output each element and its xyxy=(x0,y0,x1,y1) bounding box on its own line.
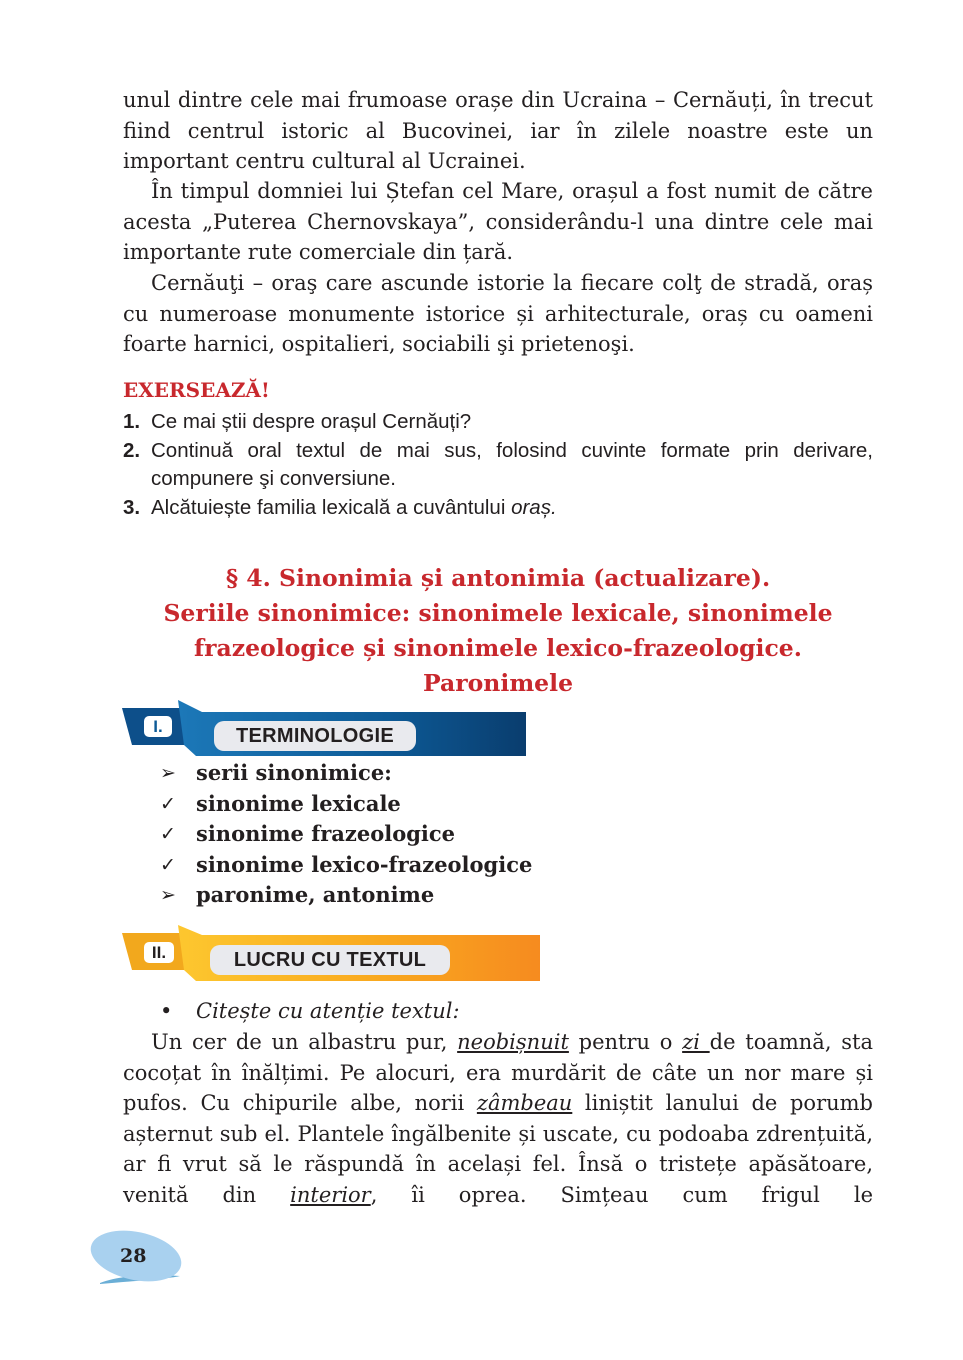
text-work-banner xyxy=(122,925,540,982)
text-work-label: LUCRU CU TEXTUL xyxy=(210,945,450,975)
term-list xyxy=(160,758,532,911)
text-work-roman: II. xyxy=(144,942,174,963)
terminology-banner xyxy=(122,700,526,757)
list-item: ✓ sinonime lexico-frazeologice xyxy=(160,851,533,877)
list-item: ✓ sinonime frazeologice xyxy=(160,821,456,846)
intro-paragraph-1: unul dintre cele mai frumoase orașe din Ucraina – Cernăuți, în trecut fiind centrul istoric al Bucovinei, iar în zilele noastre este un important centru cultural al Ucrainei. xyxy=(123,88,873,173)
terminology-label: TERMINOLOGIE xyxy=(214,721,416,751)
list-item: ➢ serii sinonimice: xyxy=(160,760,392,785)
reading-text: Un cer de un albastru pur, neobișnuit pentru o zi de toamnă, sta cocoțat în înălțimi. Pe alocuri, era murdărit de câte un nor mare și pufos. Cu chipurile albe, norii zâmbeau liniștit lanului de porumb așternut sub el. Plantele îngălbenite și uscate, cu podoaba zdrențuită, ar fi vrut să le răspundă în același fel. Însă o tristețe apăsătoare, venită din interior, îi oprea. Simțeau cum frigul le xyxy=(123,1030,874,1207)
list-item: ✓ sinonime lexicale xyxy=(160,790,401,816)
exercise-heading: EXERSEAZĂ! xyxy=(123,378,270,402)
terminology-roman: I. xyxy=(144,716,172,737)
intro-paragraph-3: Cernăuţi – oraş care ascunde istorie la fiecare colţ de stradă, oraș cu numeroase monumente istorice și arhitecturale, oraș cu oameni foarte harnici, ospitalieri, sociabili şi prietenoşi. xyxy=(123,271,873,356)
exercise-item-2: 2. Continuă oral textul de mai sus, folosind cuvinte formate prin derivare, compunere şi conversiune. xyxy=(123,438,873,490)
intro-paragraph-2: În timpul domniei lui Ștefan cel Mare, orașul a fost numit de către acesta „Puterea Chernovskaya”, considerându-l una dintre cele mai importante rute comerciale din țară. xyxy=(123,179,873,264)
reading-instruction: • Citește cu atenție textul: xyxy=(160,999,460,1023)
page-number: 28 xyxy=(120,1245,147,1267)
exercise-item-1: 1. Ce mai știi despre orașul Cernăuți? xyxy=(123,410,472,433)
section-title: § 4. Sinonimia și antonimia (actualizare). Seriile sinonimice: sinonimele lexicale, sinonimele frazeologice și sinonimele lexico-frazeologice. Paronimele xyxy=(163,564,833,697)
exercise-item-3: 3. Alcătuiește familia lexicală a cuvântului oraș. xyxy=(123,495,557,519)
list-item: ➢ paronime, antonime xyxy=(160,882,435,907)
exercise-list xyxy=(123,408,873,522)
